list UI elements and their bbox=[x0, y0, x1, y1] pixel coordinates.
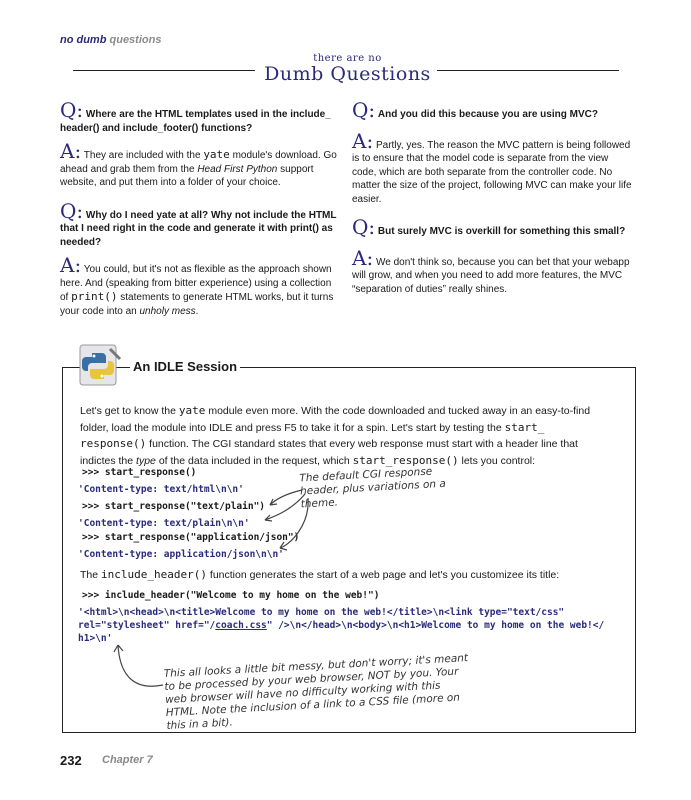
output-line: '<html>\n<head>\n<title>Welcome to my home on the web!</title>\n<link type="text/css" bbox=[78, 607, 565, 618]
output-fragment: " />\n</head>\n<body>\n<h1>Welcome to my home on the web!</ bbox=[266, 620, 605, 631]
running-head bbox=[60, 34, 161, 46]
idle-session-title: An IDLE Session bbox=[130, 359, 240, 374]
annotation-arrows bbox=[210, 480, 320, 560]
session-prompt: >>> start_response() bbox=[82, 467, 197, 478]
output-line: h1>\n' bbox=[78, 633, 113, 644]
question-text: And you did this because you are using MVC? bbox=[377, 109, 598, 120]
include-header-description bbox=[80, 568, 559, 581]
intro-text: module even more. With the code downloaded and tucked away in an easy-to-find folder, load the module into IDLE and press F5 to take it for a spin. Let's start by testing the bbox=[80, 405, 591, 434]
a-mark: A: bbox=[352, 245, 374, 270]
session-response: 'Content-type: text/plain\n\n' bbox=[78, 518, 250, 529]
intro-text: function. The CGI standard states that every web response must start with a header line that indictes the bbox=[80, 438, 578, 467]
answer-text: statements to generate HTML works, but it turns your code into an bbox=[60, 292, 334, 317]
dumb-questions-banner bbox=[240, 54, 455, 84]
intro-code: yate bbox=[178, 404, 206, 417]
chapter-label: Chapter 7 bbox=[102, 754, 153, 766]
answer-text: . bbox=[195, 305, 199, 317]
python-idle-icon bbox=[74, 343, 122, 389]
qa-answer bbox=[60, 139, 342, 190]
session-prompt: >>> start_response("application/json") bbox=[82, 532, 300, 543]
intro-text: lets you control: bbox=[458, 454, 536, 467]
output-line bbox=[78, 619, 618, 632]
qa-answer bbox=[352, 245, 634, 297]
intro-emphasis: type bbox=[136, 454, 156, 467]
answer-text: support website, and put them into a folder of your choice. bbox=[60, 163, 314, 188]
session-prompt: >>> include_header("Welcome to my home on the web!") bbox=[82, 590, 380, 601]
question-text: But surely MVC is overkill for something this small? bbox=[377, 226, 626, 237]
answer-text: They are included with the bbox=[83, 150, 204, 161]
answer-text: Partly, yes. The reason the MVC pattern is being followed is to ensure that the model code is separate from the view code, which are both separate from the controller code. No matter the size of the project, following MVC can make your life easier. bbox=[352, 139, 632, 205]
banner-title: Dumb Questions bbox=[264, 63, 431, 85]
a-mark: A: bbox=[352, 128, 374, 153]
qa-answer bbox=[60, 253, 342, 318]
session-response: 'Content-type: text/html\n\n' bbox=[78, 484, 244, 495]
qa-question bbox=[60, 98, 342, 135]
qa-question bbox=[352, 98, 634, 122]
session-prompt: >>> start_response("text/plain") bbox=[82, 501, 266, 512]
qa-column-right bbox=[352, 98, 634, 305]
intro-text: Let's get to know the bbox=[80, 405, 179, 417]
answer-code: print() bbox=[71, 290, 118, 303]
annotation-messy-html: This all looks a little bit messy, but don't worry; it's meant to be processed by your web browser, NOT by you. Your web browser will have no difficulty working with this HTML. Note the inclusion of a link to a CSS file (more on this in a bit). bbox=[163, 652, 469, 732]
q-mark: Q: bbox=[352, 98, 376, 122]
annotation-default-header: The default CGI response header, plus variations on a theme. bbox=[299, 465, 447, 511]
mid-text: The bbox=[80, 569, 102, 581]
output-css-link: coach.css bbox=[215, 620, 267, 631]
q-mark: Q: bbox=[60, 98, 84, 122]
a-mark: A: bbox=[60, 139, 82, 163]
answer-italic: Head First Python bbox=[197, 163, 278, 175]
idle-intro-paragraph bbox=[80, 403, 610, 469]
output-fragment: rel="stylesheet" href="/ bbox=[78, 620, 216, 631]
session-response: 'Content-type: application/json\n\n' bbox=[78, 549, 284, 560]
a-mark: A: bbox=[60, 253, 82, 277]
qa-column-left bbox=[60, 98, 342, 327]
answer-italic: unholy mess bbox=[139, 305, 196, 317]
answer-text: module's download. Go ahead and grab them from the bbox=[60, 150, 337, 175]
mid-text: function generates the start of a web page and let's you customizee its title: bbox=[206, 569, 560, 581]
qa-answer bbox=[352, 128, 634, 207]
qa-question bbox=[60, 198, 342, 250]
answer-text: You could, but it's not as flexible as the approach shown here. And (speaking from bitter experience) using a collection of bbox=[60, 264, 332, 303]
banner-rule-left bbox=[73, 70, 255, 71]
q-mark: Q: bbox=[352, 215, 376, 239]
answer-text: We don't think so, because you can bet that your webapp will grow, and when you need to add more features, the MVC “separation of duties” really shines. bbox=[352, 256, 630, 295]
question-text: Why do I need yate at all? Why not include the HTML that I need right in the code and generate it with print() as needed? bbox=[60, 209, 337, 248]
annotation-arrow-up bbox=[108, 640, 168, 695]
page-number: 232 bbox=[60, 753, 82, 768]
running-head-light: questions bbox=[109, 34, 162, 46]
q-mark: Q: bbox=[60, 198, 84, 223]
intro-code: start_response() bbox=[352, 453, 459, 467]
mid-code: include_header() bbox=[101, 568, 207, 581]
qa-question bbox=[352, 215, 634, 239]
banner-rule-right bbox=[437, 70, 619, 71]
intro-code: start_ response() bbox=[80, 420, 545, 450]
banner-top-text: there are no bbox=[313, 53, 382, 64]
question-text: Where are the HTML templates used in the include_ header() and include_footer() functions? bbox=[60, 109, 331, 134]
answer-code: yate bbox=[203, 148, 230, 161]
running-head-bold: no dumb bbox=[60, 34, 107, 46]
intro-text: of the data included in the request, which bbox=[155, 454, 353, 467]
